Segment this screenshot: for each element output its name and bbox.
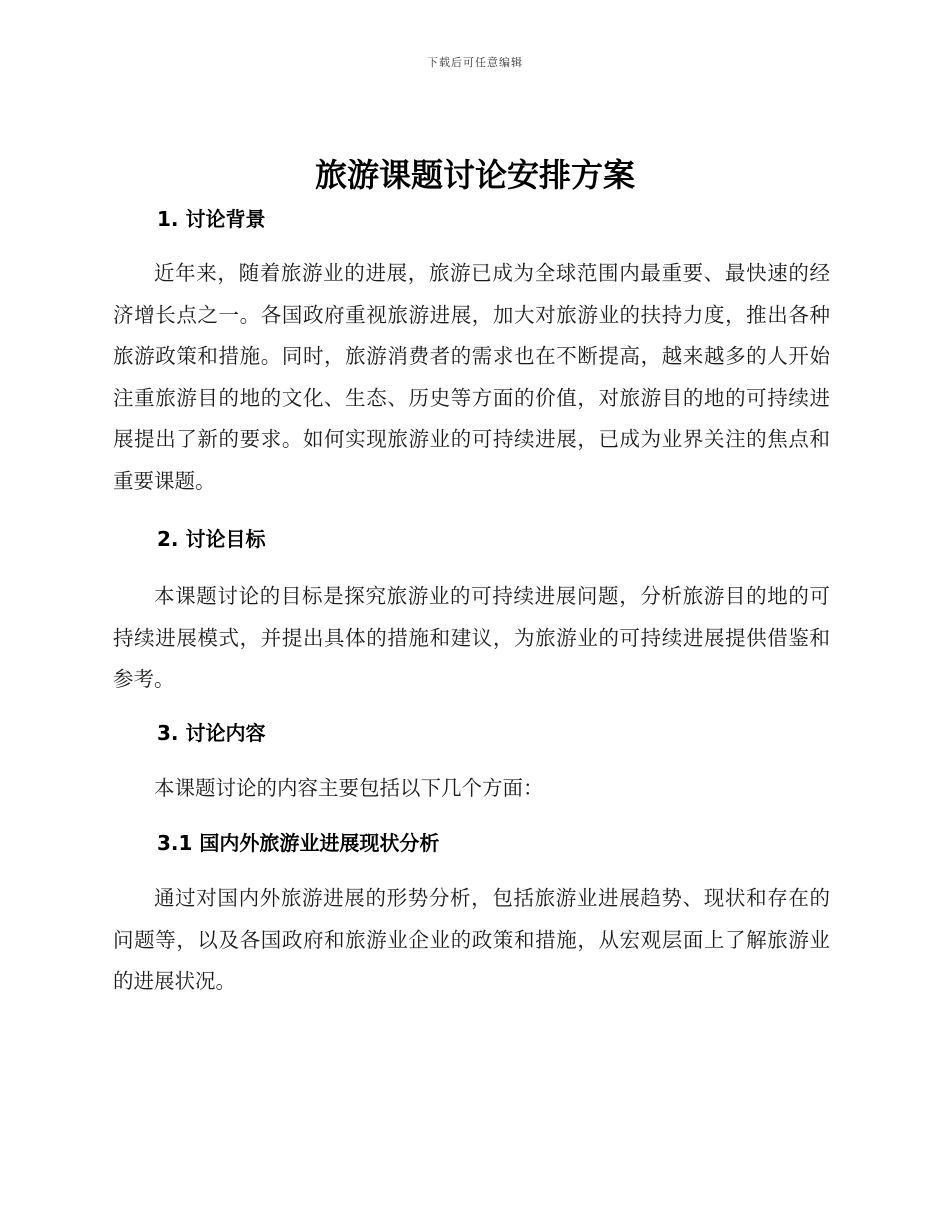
subsection-heading-status: 3.1 国内外旅游业进展现状分析 (157, 831, 440, 855)
section-paragraph-goals: 本课题讨论的目标是探究旅游业的可持续进展问题，分析旅游目的地的可持续进展模式，并提出具体的措施和建议，为旅游业的可持续进展提供借鉴和参考。 (113, 584, 830, 691)
subsection-paragraph-status: 通过对国内外旅游进展的形势分析，包括旅游业进展趋势、现状和存在的问题等，以及各国政府和旅游业企业的政策和措施，从宏观层面上了解旅游业的进展状况。 (113, 886, 830, 993)
section-heading-goals: 2. 讨论目标 (157, 527, 266, 551)
section-paragraph-content: 本课题讨论的内容主要包括以下几个方面： (154, 776, 544, 800)
document-title: 旅游课题讨论安排方案 (314, 156, 635, 194)
section-heading-background: 1. 讨论背景 (157, 207, 266, 231)
page-header: 下载后可任意编辑 (427, 56, 523, 69)
section-heading-content: 3. 讨论内容 (157, 721, 266, 745)
section-paragraph-background: 近年来，随着旅游业的进展，旅游已成为全球范围内最重要、最快速的经济增长点之一。各国政府重视旅游进展，加大对旅游业的扶持力度，推出各种旅游政策和措施。同时，旅游消费者的需求也在不断提高，越来越多的人开始注重旅游目的地的文化、生态、历史等方面的价值，对旅游目的地的可持续进展提出了新的要求。如何实现旅游业的可持续进展，已成为业界关注的焦点和重要课题。 (113, 261, 830, 493)
